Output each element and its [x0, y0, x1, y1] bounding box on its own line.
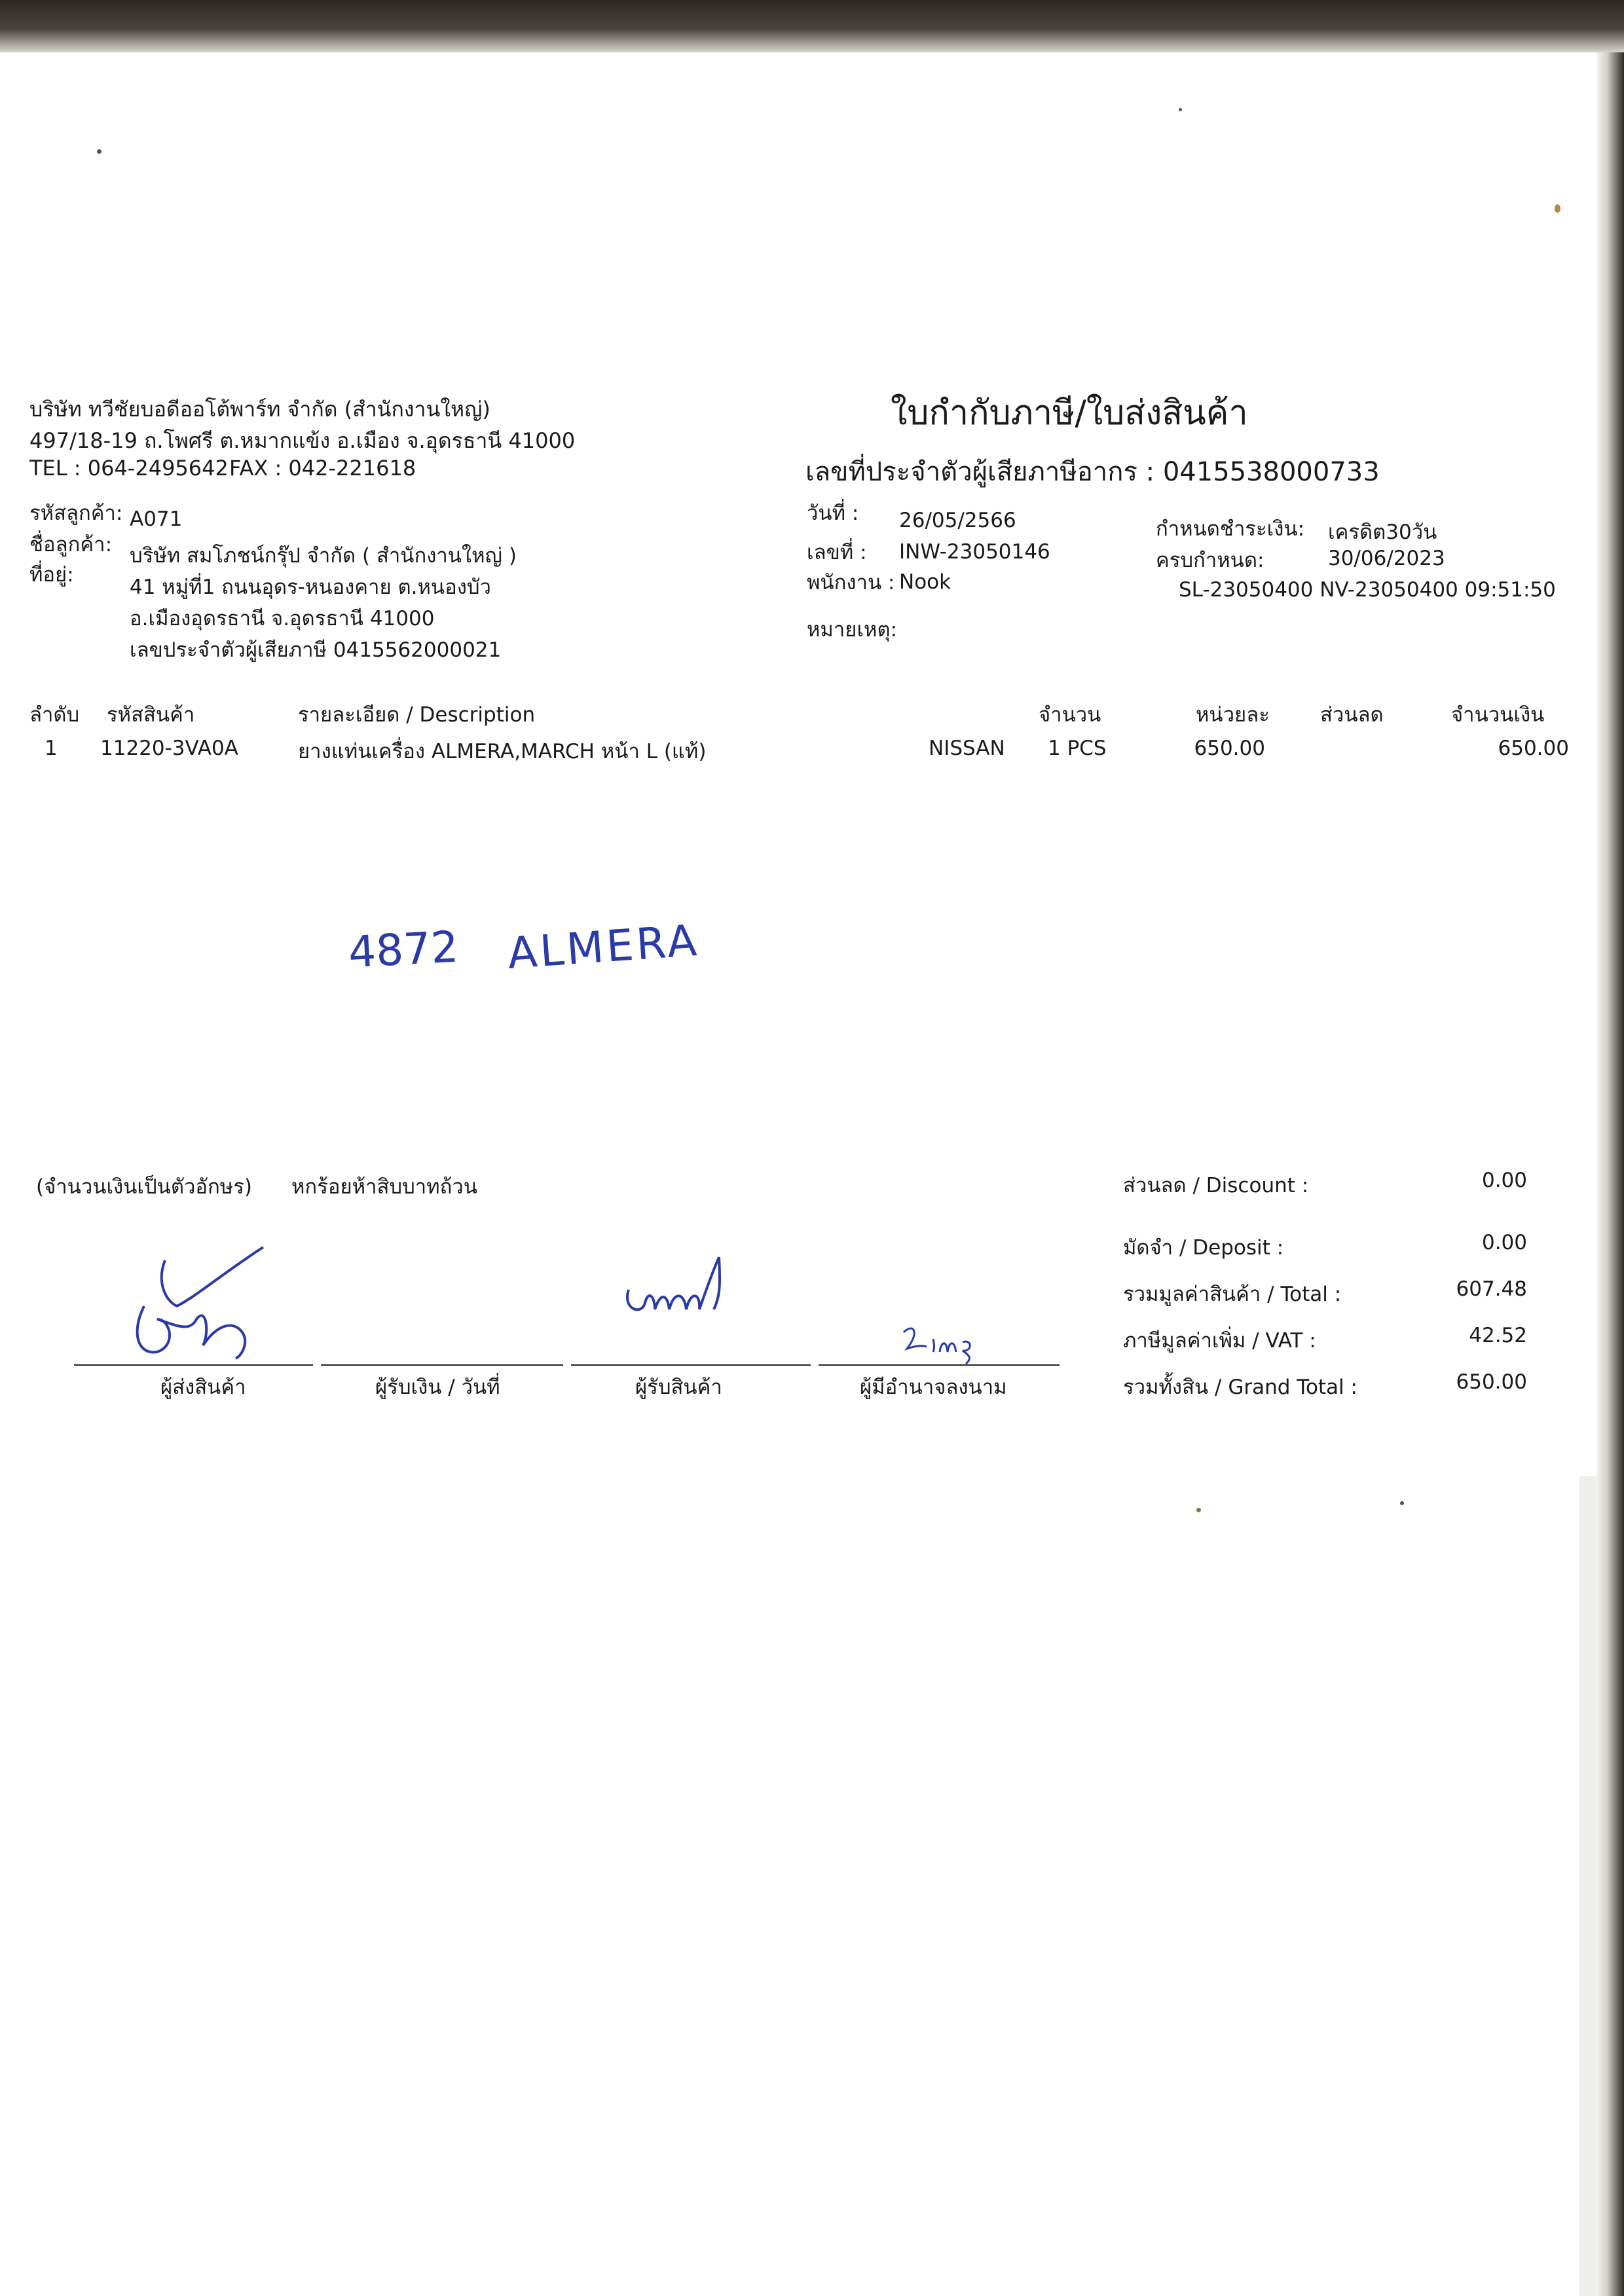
- company-address: 497/18-19 ถ.โพศรี ต.หมากแข้ง อ.เมือง จ.อุดรธานี 41000: [29, 428, 576, 453]
- col-header-discount: ส่วนลด: [1320, 703, 1384, 727]
- document-title: ใบกำกับภาษี/ใบส่งสินค้า: [891, 393, 1248, 433]
- row-no: 1: [45, 737, 58, 760]
- discount-label: ส่วนลด / Discount :: [1123, 1174, 1309, 1197]
- customer-address-label: ที่อยู่:: [29, 563, 74, 587]
- date-label: วันที่ :: [807, 501, 859, 525]
- amount-words: หกร้อยห้าสิบบาทถ้วน: [291, 1175, 477, 1199]
- staff-label: พนักงาน :: [807, 571, 895, 594]
- scan-right-edge: [1596, 52, 1624, 2296]
- due-value: 30/06/2023: [1328, 547, 1445, 570]
- customer-address-line2: อ.เมืองอุดรธานี จ.อุดรธานี 41000: [130, 607, 435, 630]
- payment-value: เครดิต30วัน: [1328, 520, 1437, 544]
- vat-label: ภาษีมูลค่าเพิ่ม / VAT :: [1123, 1329, 1316, 1353]
- scan-speck: [1179, 108, 1182, 111]
- customer-code-label: รหัสลูกค้า:: [29, 501, 123, 525]
- customer-code: A071: [130, 507, 183, 531]
- row-brand: NISSAN: [929, 737, 1005, 760]
- company-fax: FAX : 042-221618: [229, 456, 416, 481]
- company-tel: TEL : 064-2495642: [29, 456, 229, 481]
- receiver-signature-mark: [622, 1250, 733, 1322]
- note-label: หมายเหตุ:: [807, 618, 898, 642]
- grand-total-label: รวมทั้งสิน / Grand Total :: [1123, 1376, 1357, 1399]
- grand-total-value: 650.00: [1456, 1370, 1527, 1394]
- total-value: 607.48: [1456, 1277, 1527, 1301]
- date-value: 26/05/2566: [899, 509, 1016, 532]
- row-unit-price: 650.00: [1194, 737, 1265, 760]
- customer-name: บริษัท สมโภชน์กรุ๊ป จำกัด ( สำนักงานใหญ่ ): [130, 544, 517, 568]
- col-header-unit-price: หน่วยละ: [1196, 703, 1270, 727]
- signature-label-sender: ผู้ส่งสินค้า: [160, 1376, 246, 1399]
- discount-value: 0.00: [1481, 1169, 1527, 1192]
- scan-speck: [1400, 1501, 1404, 1505]
- col-header-desc: รายละเอียด / Description: [298, 703, 536, 727]
- reference: SL-23050400 NV-23050400 09:51:50: [1179, 578, 1556, 602]
- vat-value: 42.52: [1469, 1324, 1527, 1347]
- signature-label-receiver: ผู้รับสินค้า: [635, 1376, 722, 1399]
- row-qty: 1 PCS: [1048, 737, 1107, 760]
- signature-label-authorized: ผู้มีอำนาจลงนาม: [860, 1376, 1007, 1399]
- col-header-code: รหัสสินค้า: [107, 703, 195, 727]
- deposit-label: มัดจำ / Deposit :: [1123, 1236, 1284, 1260]
- row-amount: 650.00: [1498, 737, 1569, 760]
- signature-line-sender: [74, 1364, 313, 1366]
- customer-address-line1: 41 หมู่ที่1 ถนนอุดร-หนองคาย ต.หนองบัว: [130, 575, 491, 599]
- signature-line-payee: [321, 1364, 563, 1366]
- amount-words-label: (จำนวนเงินเป็นตัวอักษร): [36, 1175, 252, 1199]
- number-label: เลขที่ :: [807, 541, 867, 564]
- scan-speck: [1555, 204, 1560, 213]
- col-header-amount: จำนวนเงิน: [1451, 703, 1545, 727]
- customer-tax-id: เลขประจำตัวผู้เสียภาษี 0415562000021: [130, 638, 502, 662]
- signature-line-authorized: [819, 1364, 1060, 1366]
- row-description: ยางแท่นเครื่อง ALMERA,MARCH หน้า L (แท้): [298, 740, 707, 763]
- number-value: INW-23050146: [899, 540, 1050, 564]
- staff-value: Nook: [899, 570, 951, 594]
- deposit-value: 0.00: [1481, 1231, 1527, 1254]
- signature-label-payee: ผู้รับเงิน / วันที่: [375, 1376, 500, 1399]
- customer-name-label: ชื่อลูกค้า:: [29, 533, 113, 556]
- payment-label: กำหนดชำระเงิน:: [1156, 517, 1305, 541]
- scan-top-edge: [0, 0, 1624, 52]
- total-label: รวมมูลค่าสินค้า / Total :: [1123, 1283, 1342, 1306]
- row-code: 11220-3VA0A: [100, 737, 238, 760]
- due-label: ครบกำหนด:: [1156, 549, 1264, 572]
- handwritten-model: ALMERA: [506, 915, 701, 979]
- tax-id: เลขที่ประจำตัวผู้เสียภาษีอากร : 0415538000733: [805, 457, 1380, 487]
- scan-speck: [97, 149, 101, 154]
- col-header-no: ลำดับ: [29, 703, 80, 727]
- sender-signature-mark: [118, 1234, 275, 1365]
- scan-speck: [1196, 1508, 1201, 1512]
- company-name: บริษัท ทวีชัยบอดีออโต้พาร์ท จำกัด (สำนักงานใหญ่): [29, 397, 490, 422]
- handwritten-number: 4872: [347, 921, 460, 978]
- paper-edge: [1579, 1476, 1596, 2296]
- col-header-qty: จำนวน: [1039, 703, 1101, 727]
- signature-line-receiver: [571, 1364, 811, 1366]
- authorized-signature-mark: [900, 1319, 986, 1365]
